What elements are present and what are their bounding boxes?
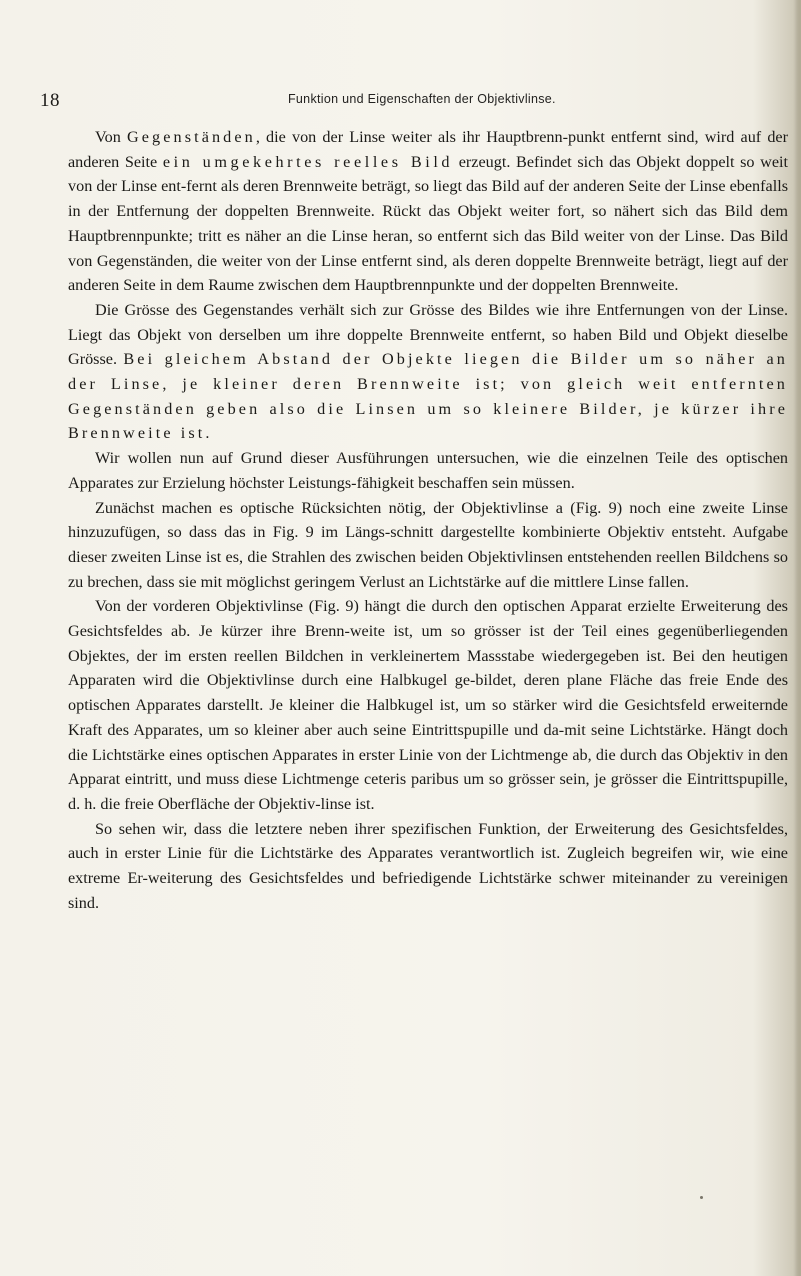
text-segment: erzeugt. Befindet sich das Objekt doppelt so weit von der Linse ent-fernt als deren Brennweite beträgt, so liegt das Bild auf der anderen Seite der Linse ebenfalls in der Entfernung der doppelten Brennweite. Rückt das Objekt weiter fort, so nähert sich das Bild dem Hauptbrennpunkte; tritt es näher an die Linse heran, so entfernt sich das Bild weiter von der Linse. Das Bild von Gegenständen, die weiter von der Linse entfernt sind, als deren doppelte Brennweite beträgt, liegt auf der anderen Seite in dem Raume zwischen dem Hauptbrennpunkte und der doppelten Brennweite. [68,152,788,295]
page-edge-shadow [795,0,801,1276]
paragraph [68,446,788,495]
text-segment: , die von der Linse weiter als ihr Hauptbrenn-punkt entfernt sind, wird auf der anderen Seite [68,128,789,171]
running-head: Funktion und Eigenschaften der Objektivlinse. [288,92,556,106]
text-segment: So sehen wir, dass die letztere neben ihrer spezifischen Funktion, der Erweiterung des Gesichtsfeldes, auch in erster Linie für die Lichtstärke des Apparates verantwortlich ist. Zugleich begreifen wir, wie eine extreme Er-weiterung des Gesichtsfeldes und befriedigende Lichtstärke schwer miteinander zu vereinigen sind. [68,819,788,912]
paragraph [68,298,788,446]
emphasized-text: ein umgekehrtes reelles Bild [162,152,454,171]
text-segment: Die Grösse des Gegenstandes verhält sich zur Grösse des Bildes wie ihre Entfernungen von der Linse. Liegt das Objekt von derselben um ihre doppelte Brennweite entfernt, so haben Bild und Objekt dieselbe Grösse. [68,300,788,369]
text-segment: Von der vorderen Objektivlinse (Fig. 9) hängt die durch den optischen Apparat erzielte Erweiterung des Gesichtsfeldes ab. Je kürzer ihre Brenn-weite ist, um so grösser ist der Teil eines gegenüberliegenden Objektes, der im ersten reellen Bildchen in verkleinertem Massstabe wiedergegeben ist. Bei den heutigen Apparaten wird die Objektivlinse durch eine Halbkugel ge-bildet, deren plane Fläche das freie Ende des optischen Apparates darstellt. Je kleiner die Halbkugel ist, um so stärker wird die Gesichtsfeld erweiternde Kraft des Apparates, um so kleiner aber auch seine Eintrittspupille und da-mit seine Lichtstärke. Hängt doch die Lichtstärke eines optischen Apparates in erster Linie von der Lichtmenge ab, die durch das Objektiv in den Apparat eintritt, und muss diese Lichtmenge ceteris paribus um so grösser sein, je grösser die Eintrittspupille, d. h. die freie Oberfläche der Objektiv-linse ist. [68,597,788,813]
page-number: 18 [40,90,60,111]
body-text [68,125,788,916]
print-speck [700,1196,703,1199]
text-segment: Zunächst machen es optische Rücksichten nötig, der Objektivlinse a (Fig. 9) noch eine zweite Linse hinzuzufügen, so dass das in Fig. 9 im Längs-schnitt dargestellte kombinierte Objektiv entsteht. Aufgabe dieser zweiten Linse ist es, die Strahlen des zwischen beiden Objektivlinsen entstehenden reellen Bildchens so zu brechen, dass sie mit möglichst geringem Verlust an Lichtstärke auf die mittlere Linse fallen. [68,498,788,591]
emphasized-text: Gegenständen [126,128,256,146]
text-segment: Von [95,128,127,146]
paragraph [68,125,788,298]
paragraph [68,496,788,595]
text-segment: Wir wollen nun auf Grund dieser Ausführungen untersuchen, wie die einzelnen Teile des optischen Apparates zur Erzielung höchster Leistungs-fähigkeit beschaffen sein müssen. [68,449,788,492]
emphasized-text: Bei gleichem Abstand der Objekte liegen die Bilder um so näher an der Linse, je kleiner deren Brennweite ist; von gleich weit entfernten Gegenständen geben also die Linsen um so kleinere Bilder, je kürzer ihre Brennweite ist. [68,350,788,443]
paragraph [68,817,788,916]
paragraph [68,594,788,816]
